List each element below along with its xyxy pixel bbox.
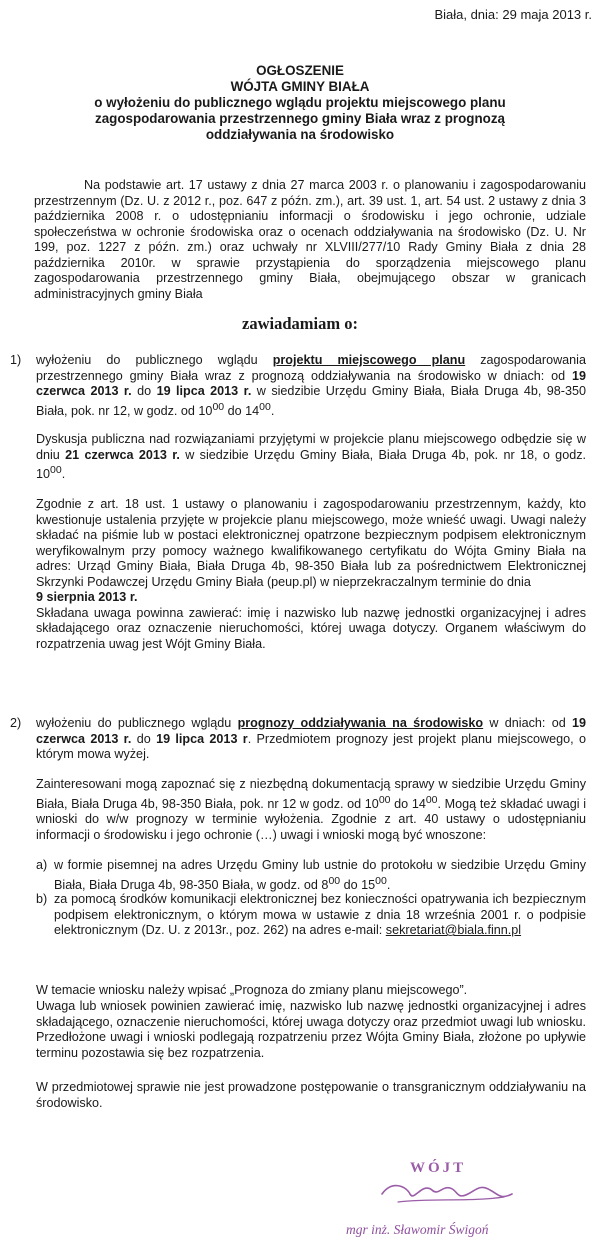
section-2-paragraph-4: Uwaga lub wniosek powinien zawierać imię, nazwisko lub nazwę jednostki organizacyjnej i adres składającego, oznaczenie nieruchomości, której uwaga dotyczy oraz przedmiot uwagi lub wniosku. Przedłożone uwagi i wnioski podlegają rozpatrzeniu przez Wójta Gminy Biała, złożone po upływie terminu pozostawia się bez rozpatrzenia. bbox=[36, 999, 586, 1060]
text-span: wyłożeniu do publicznego wglądu bbox=[36, 353, 273, 367]
date-span: 19 czerwca 2013 r. bbox=[36, 716, 586, 746]
text-span: do bbox=[131, 731, 157, 746]
item-b-label: b) bbox=[36, 892, 48, 906]
date-span: 19 lipca 2013 r bbox=[156, 731, 248, 746]
section-1-paragraph-3 bbox=[36, 497, 586, 652]
superscript-minutes: 00 bbox=[378, 793, 391, 806]
superscript-minutes: 00 bbox=[425, 793, 438, 806]
superscript-minutes: 00 bbox=[259, 400, 271, 413]
document-title bbox=[20, 63, 580, 143]
signature-stamp bbox=[372, 1150, 522, 1218]
text-span: . bbox=[61, 467, 66, 482]
emphasis-span: projektu miejscowego planu bbox=[272, 353, 466, 367]
title-line-2: WÓJTA GMINY BIAŁA bbox=[230, 79, 370, 94]
date-span: 19 czerwca 2013 r. bbox=[36, 368, 586, 398]
document-date: Biała, dnia: 29 maja 2013 r. bbox=[434, 7, 592, 22]
title-line-1: OGŁOSZENIE bbox=[256, 63, 344, 78]
superscript-minutes: 00 bbox=[50, 464, 62, 476]
section-1-paragraph-2 bbox=[36, 432, 586, 483]
text-span: . Mogą też składać uwagi i wnioski do w/w prognozy w terminie wyłożenia. Zgodnie z art. 40 ustawy o udostępnianiu informacji o środowisku i jego ochronie (…) uwagi i wnioski mogą być wnoszone: bbox=[36, 796, 587, 842]
text-span: do bbox=[131, 384, 157, 398]
text-span: Dyskusja publiczna nad rozwiązaniami przyjętymi w projekcie planu miejscowego odbędzie się w dniu bbox=[36, 432, 586, 462]
email-link[interactable]: sekretariat@biala.finn.pl bbox=[385, 923, 522, 937]
announcement-heading: zawiadamiam o: bbox=[242, 314, 358, 333]
emphasis-span: prognozy oddziaływania na środowisko bbox=[237, 716, 484, 730]
signature-underline bbox=[398, 1197, 504, 1202]
section-2-paragraph-5: W przedmiotowej sprawie nie jest prowadzone postępowanie o transgranicznym oddziaływaniu na środowisko. bbox=[36, 1080, 586, 1110]
item-b-text bbox=[54, 892, 586, 939]
section-1-paragraph-1 bbox=[36, 353, 586, 419]
text-span: w siedzibie Urzędu Gminy Biała, Biała Druga 4b, 98-350 Biała, pok. nr 12, w godz. od 10 bbox=[36, 384, 586, 418]
text-span: w siedzibie Urzędu Gminy Biała, Biała Druga 4b, pok. nr 18, o godz. 10 bbox=[36, 447, 586, 482]
text-span: wyłożeniu do publicznego wglądu bbox=[36, 716, 238, 730]
text-span: Zgodnie z art. 18 ust. 1 ustawy o planowaniu i zagospodarowaniu przestrzennym, każdy, kto kwestionuje ustalenia przyjęte w projekcie planu miejscowego, może wnieść uwagi. Uwagi należy składać na piśmie lub w postaci elektronicznej opatrzone bezpiecznym podpisem elektronicznym weryfikowalnym przy pomocy ważnego kwalifikowanego certyfikatu do Wójta Gminy Biała na adres: Urząd Gminy Biała, Biała Druga 4b, 98-350 Biała lub za pośrednictwem Elektronicznej Skrzynki Podawczej Urzędu Gminy Biała (peup.pl) w nieprzekraczalnym terminie do dnia bbox=[36, 497, 586, 589]
text-span: . bbox=[386, 877, 391, 892]
text-span: do 15 bbox=[340, 877, 376, 892]
title-line-4: zagospodarowania przestrzennego gminy Biała wraz z prognozą bbox=[95, 111, 505, 126]
signatory-name: mgr inż. Sławomir Świgoń bbox=[346, 1222, 489, 1237]
text-span: Składana uwaga powinna zawierać: imię i nazwisko lub nazwę jednostki organizacyjnej i adres składającego oraz oznaczenie nieruchomości, której uwaga dotyczy. Organem właściwym do rozpatrzenia uwag jest Wójt Gminy Biała. bbox=[36, 605, 586, 651]
signature-scribble bbox=[382, 1186, 512, 1197]
section-2-paragraph-1 bbox=[36, 716, 586, 763]
text-span: zagospodarowania przestrzennego gminy Biała wraz z prognozą oddziaływania na środowisko w dniach: od bbox=[36, 353, 586, 383]
legal-basis-paragraph: Na podstawie art. 17 ustawy z dnia 27 marca 2003 r. o planowaniu i zagospodarowaniu przestrzennym (Dz. U. z 2012 r., poz. 647 z późn. zm.), art. 39 ust. 1, art. 54 ust. 2 ustawy z dnia 3 października 2008 r. o udostępnianiu informacji o środowisku i jego ochronie, udziale społeczeństwa w ochronie środowiska oraz o ocenach oddziaływania na środowisko (Dz. U. Nr 199, poz. 1227 z późn. zm.) oraz uchwały nr XLVIII/277/10 Rady Gminy Biała z dnia 28 października 2010r. w sprawie przystąpienia do sporządzenia miejscowego planu zagospodarowania przestrzennego gminy Biała, obejmującego obszar w granicach administracyjnych gminy Biała bbox=[34, 178, 586, 301]
text-span: do 14 bbox=[224, 403, 260, 418]
text-span: Zainteresowani mogą zapoznać się z niezbędną dokumentacją sprawy w siedzibie Urzędu Gminy Biała, Biała Druga 4b, 98-350 Biała, pok. nr 12 w godz. od 10 bbox=[36, 777, 586, 811]
section-2-number: 2) bbox=[10, 716, 22, 730]
title-line-3: o wyłożeniu do publicznego wglądu projektu miejscowego planu bbox=[94, 95, 506, 110]
section-2-paragraph-2 bbox=[36, 777, 586, 843]
text-span: . Przedmiotem prognozy jest projekt planu miejscowego, o którym mowa wyżej. bbox=[36, 731, 586, 761]
section-1-number: 1) bbox=[10, 353, 22, 367]
section-2-paragraph-3: W temacie wniosku należy wpisać „Prognoza do zmiany planu miejscowego”. bbox=[36, 983, 468, 997]
deadline-date: 9 sierpnia 2013 r. bbox=[36, 590, 138, 604]
superscript-minutes: 00 bbox=[328, 874, 341, 887]
text-span: . bbox=[270, 403, 275, 418]
title-line-5: oddziaływania na środowisko bbox=[205, 127, 395, 142]
stamp-title: WÓJT bbox=[410, 1160, 467, 1176]
text-span: w dniach: od bbox=[483, 716, 572, 730]
date-span: 19 lipca 2013 r. bbox=[156, 384, 252, 398]
item-a-label: a) bbox=[36, 858, 48, 872]
text-span: za pomocą środków komunikacji elektronicznej bez konieczności opatrywania ich bezpiecznym podpisem elektronicznym, o którym mowa w ustawie z dnia 18 września 2001 r. o podpisie elektronicznym (Dz. U. z 2013r., poz. 262) na adres e-mail: bbox=[54, 892, 586, 937]
superscript-minutes: 00 bbox=[212, 400, 225, 413]
date-span: 21 czerwca 2013 r. bbox=[65, 447, 180, 462]
text-span: w formie pisemnej na adres Urzędu Gminy lub ustnie do protokołu w siedzibie Urzędu Gminy Biała, Biała Druga 4b, 98-350 Biała, w godz. od 8 bbox=[54, 858, 586, 892]
item-a-text bbox=[54, 858, 586, 893]
text-span: do 14 bbox=[390, 796, 426, 811]
superscript-minutes: 00 bbox=[375, 874, 387, 887]
